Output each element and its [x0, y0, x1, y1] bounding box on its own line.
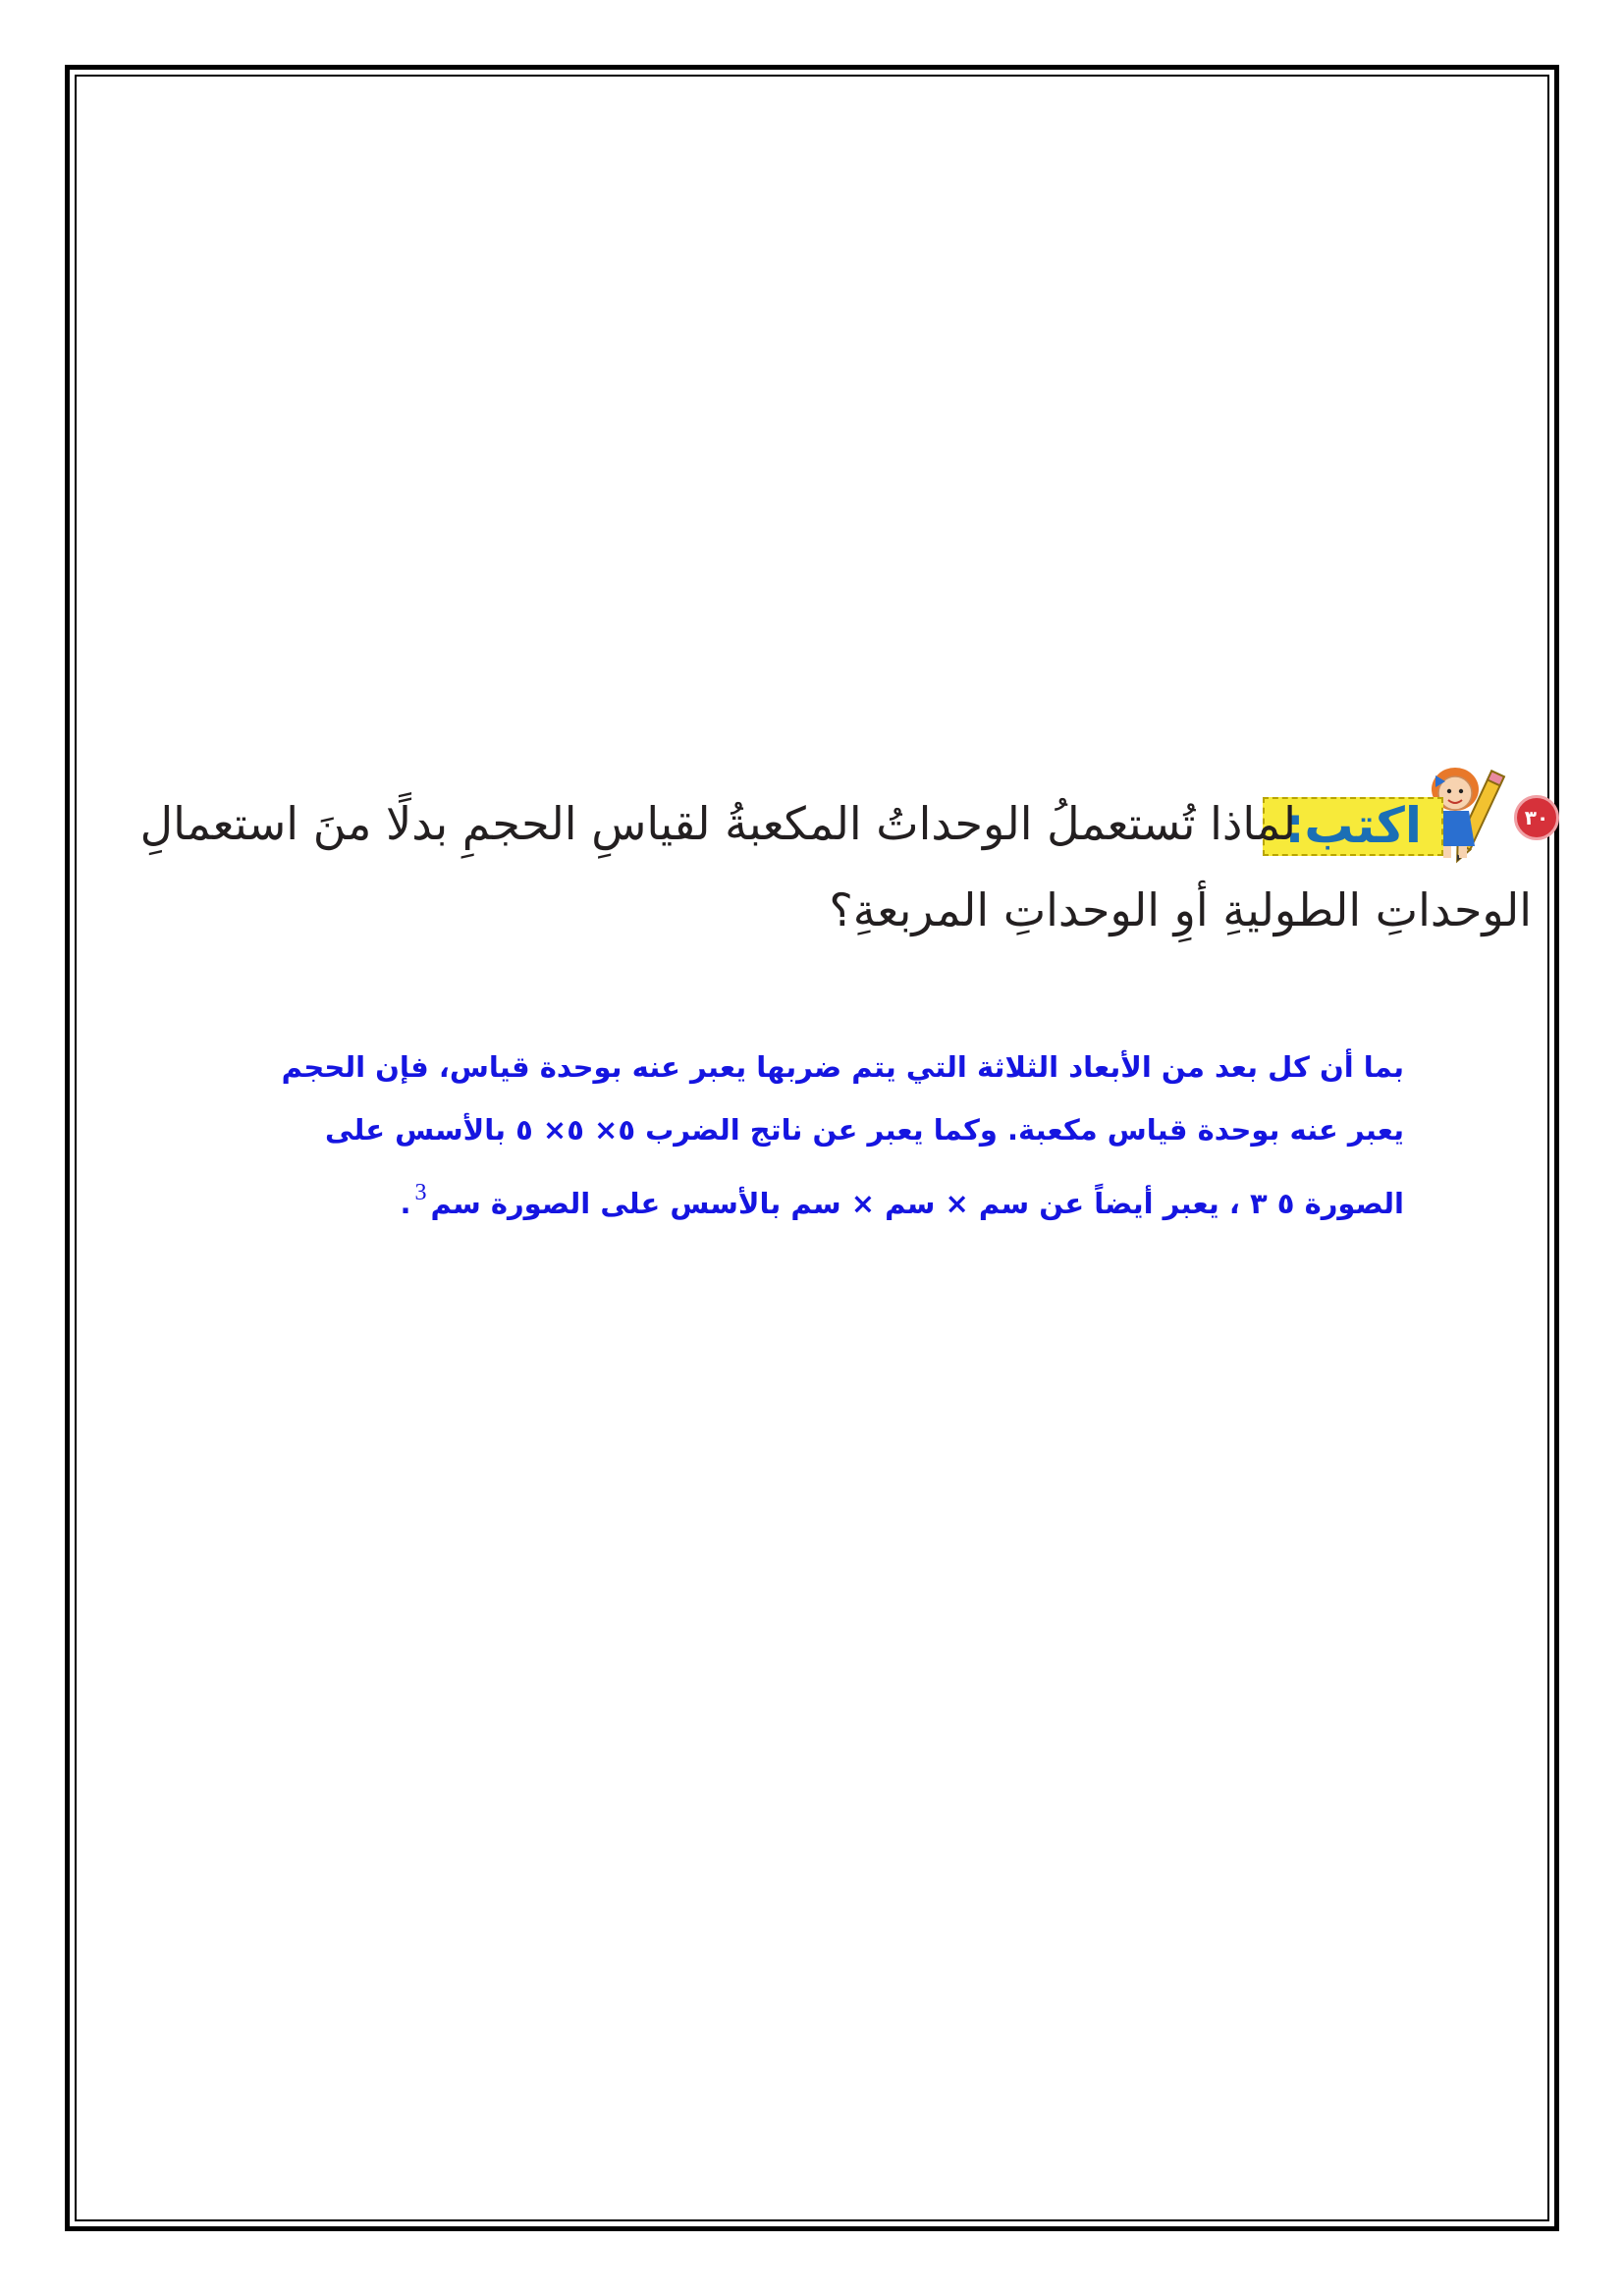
- answer-block: [265, 1036, 1404, 1224]
- answer-line-3-text: الصورة ٥ ٣ ، يعبر أيضاً عن سم × سم × سم بالأسس على الصورة سم: [430, 1187, 1404, 1220]
- answer-exponent: 3: [414, 1180, 427, 1205]
- answer-line-3-end: .: [400, 1187, 411, 1220]
- answer-line-1: بما أن كل بعد من الأبعاد الثلاثة التي يتم ضربها يعبر عنه بوحدة قياس، فإن الحجم: [281, 1050, 1404, 1084]
- answer-line-2: يعبر عنه بوحدة قياس مكعبة. وكما يعبر عن ناتج الضرب ٥× ٥× ٥ بالأسس على: [325, 1113, 1404, 1147]
- answer-line-3: [265, 1161, 1404, 1224]
- question-text-line-2: الوحداتِ الطوليةِ أوِ الوحداتِ المربعةِ؟: [829, 883, 1532, 936]
- question-number-badge: ٣٠: [1514, 795, 1559, 840]
- question-block: [139, 756, 1561, 1011]
- question-text-line-1: لماذا تُستعملُ الوحداتُ المكعبةُ لقياسِ الحجمِ بدلًا منَ استعمالِ: [139, 797, 1296, 850]
- write-label: اكتب:: [1263, 797, 1443, 856]
